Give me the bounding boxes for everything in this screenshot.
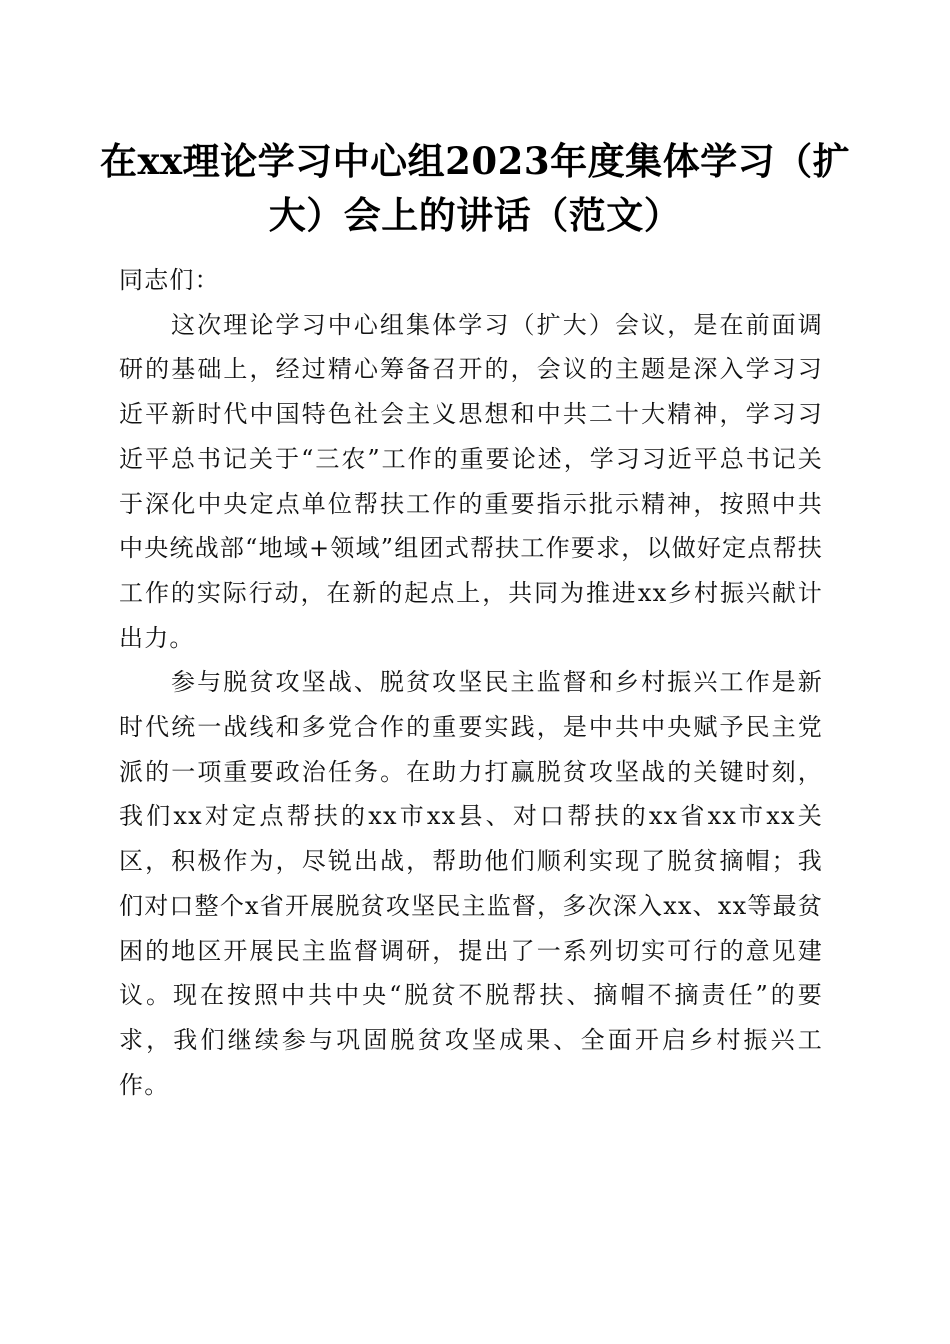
- document-title: [100, 134, 850, 242]
- title-line-2: 大）会上的讲话（范文）: [268, 193, 682, 237]
- paragraph-1: 这次理论学习中心组集体学习（扩大）会议，是在前面调研的基础上，经过精心筹备召开的，会议的主题是深入学习习近平新时代中国特色社会主义思想和中共二十大精神，学习习近平总书记关于“三农”工作的重要论述，学习习近平总书记关于深化中央定点单位帮扶工作的重要指示批示精神，按照中共中央统战部“地域+领域”组团式帮扶工作要求，以做好定点帮扶工作的实际行动，在新的起点上，共同为推进xx乡村振兴献计出力。: [119, 310, 823, 652]
- title-line-1: 在xx理论学习中心组2023年度集体学习（扩: [100, 139, 851, 183]
- document-body: [119, 258, 823, 1107]
- salutation: 同志们：: [119, 266, 220, 294]
- paragraph-2: 参与脱贫攻坚战、脱贫攻坚民主监督和乡村振兴工作是新时代统一战线和多党合作的重要实践，是中共中央赋予民主党派的一项重要政治任务。在助力打赢脱贫攻坚战的关键时刻，我们xx对定点帮扶的xx市xx县、对口帮扶的xx省xx市xx关区，积极作为，尽锐出战，帮助他们顺利实现了脱贫摘帽；我们对口整个x省开展脱贫攻坚民主监督，多次深入xx、xx等最贫困的地区开展民主监督调研，提出了一系列切实可行的意见建议。现在按照中共中央“脱贫不脱帮扶、摘帽不摘责任”的要求，我们继续参与巩固脱贫攻坚成果、全面开启乡村振兴工作。: [119, 668, 823, 1099]
